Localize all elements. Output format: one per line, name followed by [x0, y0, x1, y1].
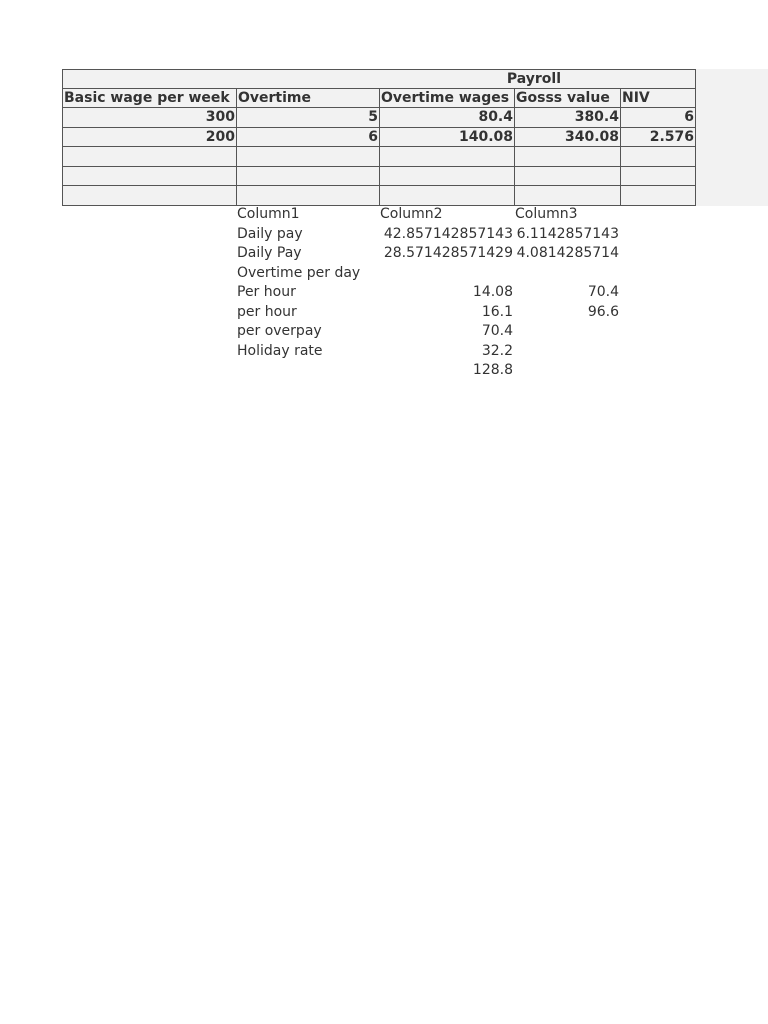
- table-cell[interactable]: [515, 186, 621, 206]
- calc-row: [236, 244, 620, 264]
- calc-row: [236, 283, 620, 303]
- calc-label[interactable]: [236, 361, 379, 381]
- title-row: [62, 69, 696, 89]
- table-cell[interactable]: 2.576: [621, 128, 696, 148]
- calc-label[interactable]: per hour: [237, 303, 297, 320]
- table-row: [62, 108, 696, 128]
- table-cell[interactable]: [621, 147, 696, 167]
- table-cell[interactable]: [62, 186, 237, 206]
- table-cell[interactable]: 5: [237, 108, 380, 128]
- calc-value[interactable]: 70.4: [587, 284, 619, 300]
- table-cell[interactable]: [237, 167, 380, 187]
- calc-label[interactable]: per overpay: [237, 323, 322, 339]
- table-cell[interactable]: 6: [621, 108, 696, 128]
- calc-value[interactable]: 28.571428571429: [383, 245, 513, 261]
- calc-label[interactable]: Daily pay: [237, 225, 303, 242]
- calc-value[interactable]: [514, 322, 620, 342]
- table-cell[interactable]: 340.08: [515, 128, 621, 148]
- calculation-table: [236, 205, 620, 381]
- table-cell[interactable]: [621, 186, 696, 206]
- calc-label[interactable]: Overtime per day: [237, 264, 361, 281]
- calc-value[interactable]: 70.4: [481, 323, 513, 339]
- calc-value[interactable]: 128.8: [472, 362, 513, 378]
- header-basic-wage[interactable]: Basic wage per week: [62, 89, 237, 109]
- table-cell[interactable]: [621, 167, 696, 187]
- table-cell[interactable]: 80.4: [380, 108, 515, 128]
- calc-row: [236, 322, 620, 342]
- calc-value[interactable]: [379, 264, 514, 284]
- header-gross-value[interactable]: Gosss value: [515, 89, 621, 109]
- calc-value[interactable]: 42.857142857143: [383, 225, 513, 242]
- calc-value[interactable]: 6.1142857143: [516, 225, 619, 242]
- calc-label[interactable]: Holiday rate: [237, 342, 323, 359]
- table-cell[interactable]: [237, 147, 380, 167]
- calc-row: [236, 225, 620, 245]
- table-cell[interactable]: [380, 186, 515, 206]
- table-cell[interactable]: [62, 167, 237, 187]
- header-overtime[interactable]: Overtime: [237, 89, 380, 109]
- calc-value[interactable]: [514, 264, 620, 284]
- calc-value[interactable]: 16.1: [481, 303, 513, 320]
- table-title[interactable]: Payroll: [62, 69, 696, 89]
- table-cell[interactable]: [515, 167, 621, 187]
- table-cell[interactable]: 6: [237, 128, 380, 148]
- calc-value[interactable]: [514, 361, 620, 381]
- table-cell[interactable]: [237, 186, 380, 206]
- calc-row: [236, 342, 620, 362]
- table-cell[interactable]: [62, 147, 237, 167]
- sheet-shaded-area: [695, 69, 768, 206]
- header-row: [62, 89, 696, 109]
- calc-row: [236, 303, 620, 323]
- table-cell[interactable]: 200: [62, 128, 237, 148]
- table-row: [62, 186, 696, 206]
- calc-value[interactable]: 14.08: [472, 284, 513, 300]
- calc-value[interactable]: [514, 342, 620, 362]
- calc-value[interactable]: 4.0814285714: [516, 245, 619, 261]
- calc-header-column1[interactable]: Column1: [237, 206, 300, 222]
- table-row: [62, 167, 696, 187]
- calc-label[interactable]: Daily Pay: [237, 245, 302, 261]
- header-niv[interactable]: NIV: [621, 89, 696, 109]
- payroll-table: [62, 69, 696, 206]
- table-cell[interactable]: 300: [62, 108, 237, 128]
- table-row: [62, 147, 696, 167]
- table-row: [62, 128, 696, 148]
- calc-row: [236, 361, 620, 381]
- calc-header-column2[interactable]: Column2: [380, 206, 443, 222]
- table-cell[interactable]: 380.4: [515, 108, 621, 128]
- calc-value[interactable]: 32.2: [481, 342, 513, 359]
- calc-row: [236, 264, 620, 284]
- calc-header-column3[interactable]: Column3: [515, 206, 578, 222]
- table-cell[interactable]: [380, 147, 515, 167]
- calc-header-row: [236, 205, 620, 225]
- table-cell[interactable]: [380, 167, 515, 187]
- calc-value[interactable]: 96.6: [587, 303, 619, 320]
- table-cell[interactable]: [515, 147, 621, 167]
- calc-label[interactable]: Per hour: [237, 284, 296, 300]
- table-cell[interactable]: 140.08: [380, 128, 515, 148]
- header-overtime-wages[interactable]: Overtime wages: [380, 89, 515, 109]
